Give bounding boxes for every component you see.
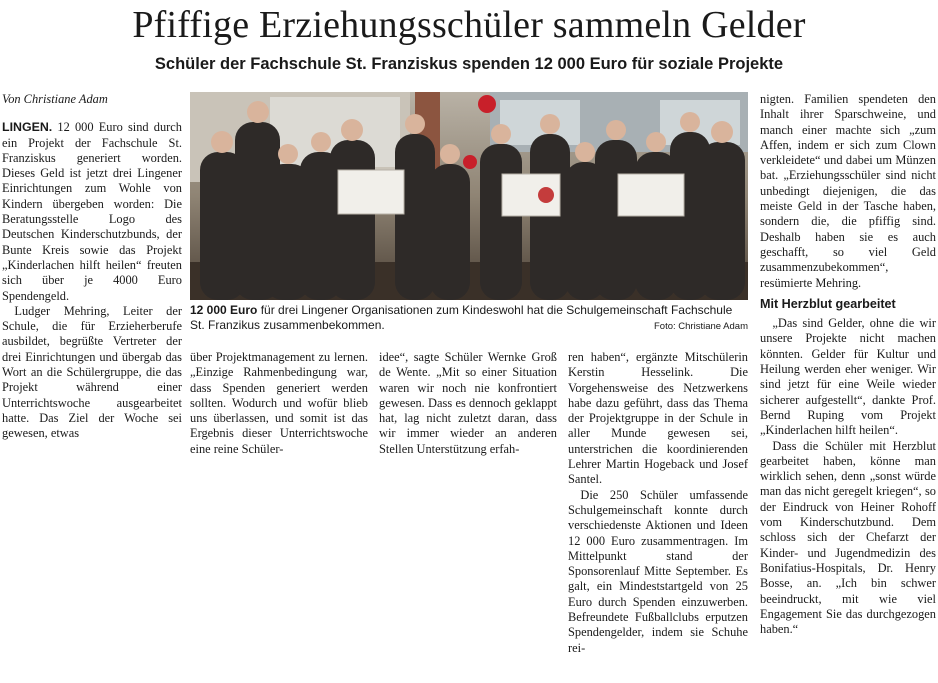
paragraph: Ludger Mehring, Leiter der Schule, die für Erzieherberufe ausbildet, begrüßte Vertreter der drei Einrichtungen und übergab das Wort an die Schülergruppe, die das Projekt während einer Unterrichtswoche ausgearbeitet hatte. Das Ziel der Woche sei gewesen, etwas [2,303,182,441]
caption-text: für drei Lingener Organisationen zum Kindeswohl hat die Schulgemeinschaft Fachschule St. Franzikus zusammenbekommen. [190,303,733,332]
article-column-2 [190,350,368,457]
paragraph-lead [2,120,182,304]
article-column-4 [568,350,748,656]
paragraph: idee“, sagte Schüler Wernke Groß de Wente. „Mit so einer Situation waren wir noch nie konfrontiert gewesen. Dass es dennoch geklappt hat, lag nicht zuletzt daran, dass wir immer wieder an anderen Stellen Unterstützung erfah- [379,350,557,456]
headline: Pfiffige Erziehungsschüler sammeln Gelder [132,4,806,46]
photo-image [190,92,748,300]
byline: Von Christiane Adam [2,92,108,106]
photo-credit: Foto: Christiane Adam [654,320,748,332]
section-subheading: Mit Herzblut gearbeitet [760,296,896,311]
article-column-1 [2,92,182,442]
paragraph: ren haben“, ergänzte Mitschülerin Kerstin Hesselink. Die Vorgehensweise des Netzwerkens habe dazu geführt, dass das Thema der Projektgruppe in der Schule in aller Munde gewesen sei, unterstrichen die koordinierenden Lehrer Martin Hogeback und Josef Santel. [568,350,748,487]
paragraph: Die 250 Schüler umfassende Schulgemeinschaft konnte durch verschiedenste Aktionen und Ideen 12 000 Euro zusammentragen. Im Mittelpunkt stand der Sponsorenlauf Mitte September. Es galt, ein Mindeststartgeld von 25 Euro durch Spenden einzuwerben. Befreundete Fußballclubs erputzen Spendengelder, indem sie Schuhe rei- [568,487,748,655]
article-column-3 [379,350,557,457]
paragraph-lead-text: 12 000 Euro sind durch ein Projekt der Fachschule St. Franziskus generiert worden. Dieses Geld ist jetzt drei Lingener Einrichtungen zum Wohle von Kindern übergeben worden: Die Beratungsstelle Logo des Deutschen Kinderschutzbunds, der Bunte Kreis sowie das Projekt „Kinderlachen hilft heilen“ freuten sich über je 4000 Euro Spendengeld. [2,120,182,303]
paragraph: Dass die Schüler mit Herzblut gearbeitet haben, könne man wirklich sehen, denn „sonst würde man das nicht geregelt kriegen“, so der Eindruck von Heiner Rohoff vom Kinderschutzbund. Dem schloss sich der Chefarzt der Kinder- und Jugendmedizin des Bonifatius-Hospitals, Dr. Henry Bosse, an. „Ich bin schwer beeindruckt, mit wie viel Engagement Sie das durchgezogen haben.“ [760,438,936,637]
paragraph: „Das sind Gelder, ohne die wir unsere Projekte nicht machen könnten. Gelder für Kultur und Heilung werden eher weniger. Wir sind jetzt für eine Weile wieder sicherer aufgestellt“, dankte Prof. Bernd Ruping vom Projekt „Kinderlachen hilft heilen“. [760,316,936,438]
photo-caption [190,303,748,334]
paragraph: nigten. Familien spendeten den Inhalt ihrer Sparschweine, und manch einer machte sich „zum Affen, indem er sich zum Clown verkleidete“ und dabei um Münzen bat. „Erziehungsschüler sind nicht unbedingt diejenigen, die das meiste Geld in der Tasche haben, sondern die, die pfiffig sind. Deshalb haben sie es auch geschafft, so viel Geld zusammenzubekommen“, resümierte Mehring. [760,92,936,290]
group-photo [190,92,748,300]
dateline: LINGEN. [2,120,53,135]
subheadline: Schüler der Fachschule St. Franziskus spenden 12 000 Euro für soziale Projekte [154,55,784,73]
paragraph: über Projektmanagement zu lernen. „Einzige Rahmenbedingung war, dass Spenden generiert werden sollten. Wodurch und wofür blieb uns überlassen, und somit ist das Ergebnis dieser Unterrichtswoche eine reine Schüler- [190,350,368,456]
caption-lead: 12 000 Euro [190,303,258,317]
article-column-5 [760,92,936,637]
